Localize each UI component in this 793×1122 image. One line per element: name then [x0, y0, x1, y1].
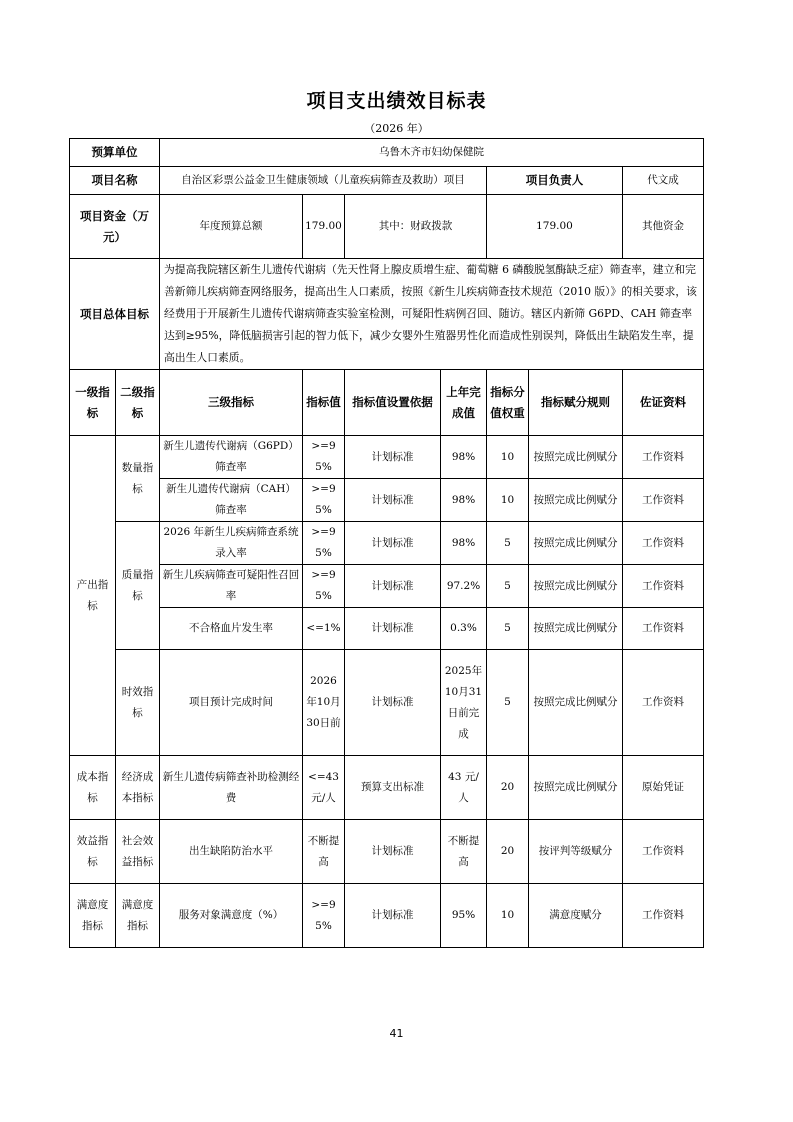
indicator-value: >=95%: [303, 436, 345, 479]
indicator-weight: 20: [487, 756, 529, 820]
indicator-rule: 按照完成比例赋分: [529, 756, 623, 820]
annual-value: 179.00: [303, 195, 345, 259]
indicator-evidence: 原始凭证: [623, 756, 704, 820]
other-label: 其他资金: [623, 195, 704, 259]
header-evidence: 佐证资料: [623, 370, 704, 436]
indicator-weight: 10: [487, 884, 529, 948]
indicator-prev: 0.3%: [441, 608, 487, 650]
table-row: [70, 436, 704, 479]
unit-row: [70, 139, 704, 167]
project-row: [70, 167, 704, 195]
header-weight: 指标分值权重: [487, 370, 529, 436]
indicator-value: >=95%: [303, 479, 345, 522]
group-cost: 成本指标: [70, 756, 116, 820]
year-label: （2026 年）: [364, 122, 429, 135]
annual-label: 年度预算总额: [160, 195, 303, 259]
indicator-rule: 按照完成比例赋分: [529, 565, 623, 608]
indicator-prev: 98%: [441, 522, 487, 565]
goal-text: 为提高我院辖区新生儿遗传代谢病（先天性肾上腺皮质增生症、葡萄糖 6 磷酸脱氢酶缺乏症）筛查率，建立和完善新筛儿疾病筛查网络服务，提高出生人口素质，按照《新生儿疾病筛查技术规范（2010 版）》的相关要求，该经费用于开展新生儿遗传代谢病筛查实验室检测，可疑阳性病例召回、随访。辖区内新筛 G6PD、CAH 筛查率达到≥95%，降低脑损害引起的智力低下，减少女婴外生殖器男性化而造成性别误判，降低出生缺陷发生率，提高出生人口素质。: [160, 259, 704, 370]
header-l2: 二级指标: [116, 370, 160, 436]
indicator-rule: 按照完成比例赋分: [529, 479, 623, 522]
table-row: [70, 565, 704, 608]
group-benefit: 效益指标: [70, 820, 116, 884]
group-satisfaction-2: 满意度指标: [116, 884, 160, 948]
indicator-name: 服务对象满意度（%）: [160, 884, 303, 948]
header-rule: 指标赋分规则: [529, 370, 623, 436]
project-value: 自治区彩票公益金卫生健康领域（儿童疾病筛查及救助）项目: [160, 167, 487, 195]
indicator-prev: 2025年10月31日前完成: [441, 650, 487, 756]
indicator-basis: 计划标准: [345, 820, 441, 884]
indicator-value: <=43元/人: [303, 756, 345, 820]
indicator-value: >=95%: [303, 522, 345, 565]
indicator-value: 2026年10月30日前: [303, 650, 345, 756]
indicator-name: 新生儿遗传代谢病（CAH）筛查率: [160, 479, 303, 522]
header-value: 指标值: [303, 370, 345, 436]
indicator-evidence: 工作资料: [623, 565, 704, 608]
indicator-weight: 20: [487, 820, 529, 884]
leader-label: 项目负责人: [487, 167, 623, 195]
group-timeliness: 时效指标: [116, 650, 160, 756]
indicator-name: 新生儿遗传代谢病（G6PD）筛查率: [160, 436, 303, 479]
indicator-weight: 5: [487, 565, 529, 608]
indicator-rule: 按照完成比例赋分: [529, 436, 623, 479]
indicator-rule: 按照完成比例赋分: [529, 650, 623, 756]
table-row: [70, 479, 704, 522]
indicator-prev: 95%: [441, 884, 487, 948]
indicator-name: 项目预计完成时间: [160, 650, 303, 756]
page-number: 41: [389, 1027, 404, 1040]
indicator-prev: 98%: [441, 479, 487, 522]
indicator-prev: 98%: [441, 436, 487, 479]
indicator-weight: 5: [487, 608, 529, 650]
indicator-basis: 计划标准: [345, 608, 441, 650]
group-satisfaction: 满意度指标: [70, 884, 116, 948]
table-row: [70, 522, 704, 565]
header-l3: 三级指标: [160, 370, 303, 436]
performance-table: [69, 138, 704, 948]
group-social-benefit: 社会效益指标: [116, 820, 160, 884]
indicator-basis: 计划标准: [345, 436, 441, 479]
indicator-weight: 10: [487, 479, 529, 522]
indicator-prev: 不断提高: [441, 820, 487, 884]
indicator-prev: 97.2%: [441, 565, 487, 608]
indicator-evidence: 工作资料: [623, 820, 704, 884]
indicator-value: 不断提高: [303, 820, 345, 884]
indicator-name: 2026 年新生儿疾病筛查系统录入率: [160, 522, 303, 565]
funds-label: 项目资金（万元）: [70, 195, 160, 259]
indicator-rule: 按照完成比例赋分: [529, 608, 623, 650]
project-label: 项目名称: [70, 167, 160, 195]
indicator-weight: 10: [487, 436, 529, 479]
goal-label: 项目总体目标: [70, 259, 160, 370]
indicator-weight: 5: [487, 650, 529, 756]
header-prev: 上年完成值: [441, 370, 487, 436]
indicator-prev: 43 元/人: [441, 756, 487, 820]
indicator-evidence: 工作资料: [623, 522, 704, 565]
table-row: [70, 884, 704, 948]
indicator-basis: 预算支出标准: [345, 756, 441, 820]
indicator-basis: 计划标准: [345, 650, 441, 756]
indicator-value: <=1%: [303, 608, 345, 650]
indicator-basis: 计划标准: [345, 479, 441, 522]
fiscal-value: 179.00: [487, 195, 623, 259]
indicator-name: 新生儿遗传病筛查补助检测经费: [160, 756, 303, 820]
indicator-name: 新生儿疾病筛查可疑阳性召回率: [160, 565, 303, 608]
indicator-evidence: 工作资料: [623, 884, 704, 948]
indicator-name: 不合格血片发生率: [160, 608, 303, 650]
indicator-basis: 计划标准: [345, 565, 441, 608]
table-row: [70, 756, 704, 820]
funds-row: [70, 195, 704, 259]
indicator-basis: 计划标准: [345, 884, 441, 948]
indicator-rule: 满意度赋分: [529, 884, 623, 948]
header-basis: 指标值设置依据: [345, 370, 441, 436]
indicator-value: >=95%: [303, 884, 345, 948]
table-row: [70, 650, 704, 756]
header-row: [70, 370, 704, 436]
table-row: [70, 608, 704, 650]
goal-row: [70, 259, 704, 370]
unit-label: 预算单位: [70, 139, 160, 167]
indicator-evidence: 工作资料: [623, 479, 704, 522]
indicator-evidence: 工作资料: [623, 650, 704, 756]
indicator-rule: 按评判等级赋分: [529, 820, 623, 884]
indicator-evidence: 工作资料: [623, 436, 704, 479]
indicator-weight: 5: [487, 522, 529, 565]
group-quality: 质量指标: [116, 522, 160, 650]
table-row: [70, 820, 704, 884]
indicator-value: >=95%: [303, 565, 345, 608]
group-quantity: 数量指标: [116, 436, 160, 522]
indicator-evidence: 工作资料: [623, 608, 704, 650]
fiscal-label: 其中：财政拨款: [345, 195, 487, 259]
header-l1: 一级指标: [70, 370, 116, 436]
indicator-basis: 计划标准: [345, 522, 441, 565]
indicator-name: 出生缺陷防治水平: [160, 820, 303, 884]
unit-value: 乌鲁木齐市妇幼保健院: [160, 139, 704, 167]
page-title: 项目支出绩效目标表: [306, 90, 487, 112]
indicator-rule: 按照完成比例赋分: [529, 522, 623, 565]
group-econ-cost: 经济成本指标: [116, 756, 160, 820]
leader-value: 代文成: [623, 167, 704, 195]
group-output: 产出指标: [70, 436, 116, 756]
